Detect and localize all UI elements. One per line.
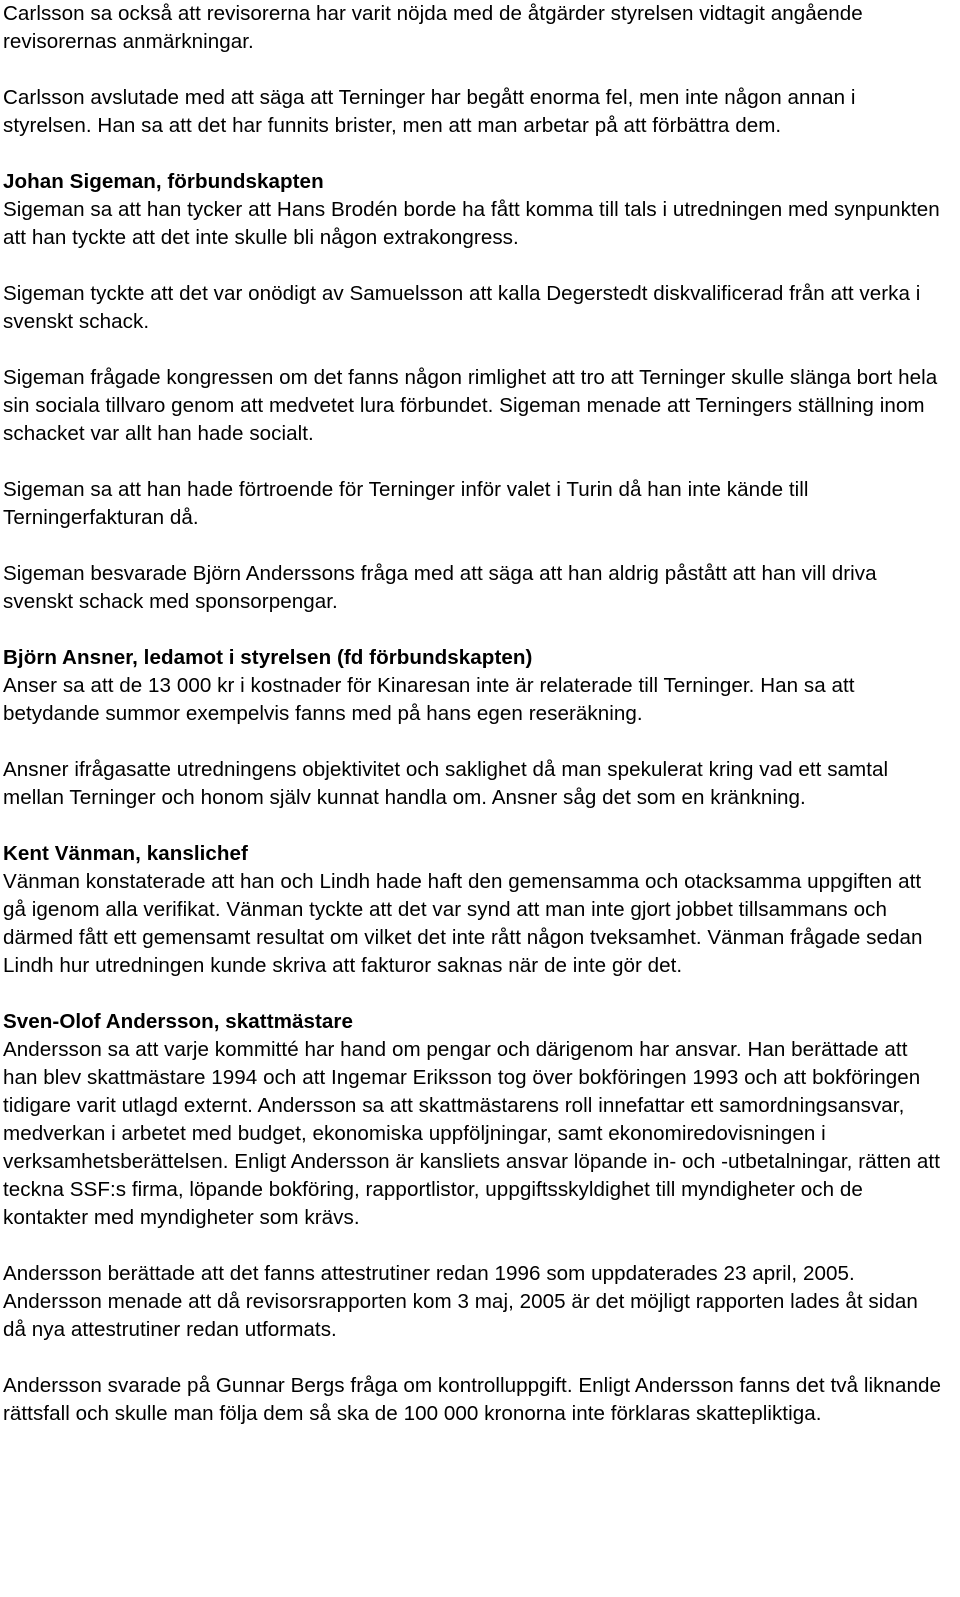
paragraph-text: Vänman konstaterade att han och Lindh hade haft den gemensamma och otacksamma uppgiften att gå igenom alla verifikat. Vänman tyckte att det var synd att man inte gjort jobbet tillsammans och därmed fått ett gemensamt resultat om vilket det inte rått någon tveksamhet. Vänman frågade sedan Lindh hur utredningen kunde skriva att fakturor saknas när de inte gör det. (3, 870, 923, 977)
paragraph-text: Andersson sa att varje kommitté har hand om pengar och därigenom har ansvar. Han berättade att han blev skattmästare 1994 och att Ingemar Eriksson tog över bokföringen 1993 och att bokföringen tidigare varit utlagd externt. Andersson sa att skattmästarens roll innefattar ett samordningsansvar, medverkan i arbetet med budget, ekonomiska uppföljningar, samt ekonomiredovisningen i verksamhetsberättelsen. Enligt Andersson är kansliets ansvar löpande in- och -utbetalningar, rätten att teckna SSF:s firma, löpande bokföring, rapportlistor, uppgiftsskyldighet till myndigheter och de kontakter med myndigheter som krävs. (3, 1038, 940, 1229)
speaker-heading: Björn Ansner, ledamot i styrelsen (fd förbundskapten) (3, 646, 533, 669)
paragraph (3, 1372, 946, 1428)
paragraph-text: Anser sa att de 13 000 kr i kostnader för Kinaresan inte är relaterade till Terninger. Han sa att betydande summor exempelvis fanns med på hans egen reseräkning. (3, 674, 855, 725)
speaker-section-sigeman (3, 168, 946, 252)
paragraph (3, 560, 946, 616)
paragraph-text: Sigeman tyckte att det var onödigt av Samuelsson att kalla Degerstedt diskvalificerad från att verka i svenskt schack. (3, 282, 921, 333)
paragraph-text: Carlsson avslutade med att säga att Terninger har begått enorma fel, men inte någon annan i styrelsen. Han sa att det har funnits brister, men att man arbetar på att förbättra dem. (3, 86, 856, 137)
paragraph-text: Ansner ifrågasatte utredningens objektivitet och saklighet då man spekulerat kring vad ett samtal mellan Terninger och honom själv kunnat handla om. Ansner såg det som en kränkning. (3, 758, 889, 809)
speaker-section-andersson (3, 1008, 946, 1232)
paragraph-text: Sigeman besvarade Björn Anderssons fråga med att säga att han aldrig påstått att han vill driva svenskt schack med sponsorpengar. (3, 562, 877, 613)
paragraph (3, 280, 946, 336)
speaker-section-ansner (3, 644, 946, 728)
paragraph (3, 364, 946, 448)
speaker-heading: Johan Sigeman, förbundskapten (3, 170, 324, 193)
paragraph-text: Sigeman sa att han tycker att Hans Brodén borde ha fått komma till tals i utredningen med synpunkten att han tyckte att det inte skulle bli någon extrakongress. (3, 198, 940, 249)
paragraph-text: Andersson berättade att det fanns attestrutiner redan 1996 som uppdaterades 23 april, 2005. Andersson menade att då revisorsrapporten kom 3 maj, 2005 är det möjligt rapporten lades åt sidan då nya attestrutiner redan utformats. (3, 1262, 918, 1341)
paragraph-text: Sigeman sa att han hade förtroende för Terninger inför valet i Turin då han inte kände till Terningerfakturan då. (3, 478, 809, 529)
speaker-heading: Kent Vänman, kanslichef (3, 842, 248, 865)
paragraph (3, 0, 946, 56)
speaker-section-vanman (3, 840, 946, 980)
paragraph-text: Carlsson sa också att revisorerna har varit nöjda med de åtgärder styrelsen vidtagit angående revisorernas anmärkningar. (3, 2, 863, 53)
speaker-heading: Sven-Olof Andersson, skattmästare (3, 1010, 353, 1033)
paragraph-text: Sigeman frågade kongressen om det fanns någon rimlighet att tro att Terninger skulle slänga bort hela sin sociala tillvaro genom att medvetet lura förbundet. Sigeman menade att Terningers ställning inom schacket var allt han hade socialt. (3, 366, 938, 445)
paragraph (3, 756, 946, 812)
paragraph (3, 84, 946, 140)
paragraph (3, 476, 946, 532)
paragraph (3, 1260, 946, 1344)
paragraph-text: Andersson svarade på Gunnar Bergs fråga om kontrolluppgift. Enligt Andersson fanns det två liknande rättsfall och skulle man följa dem så ska de 100 000 kronorna inte förklaras skattepliktiga. (3, 1374, 941, 1425)
